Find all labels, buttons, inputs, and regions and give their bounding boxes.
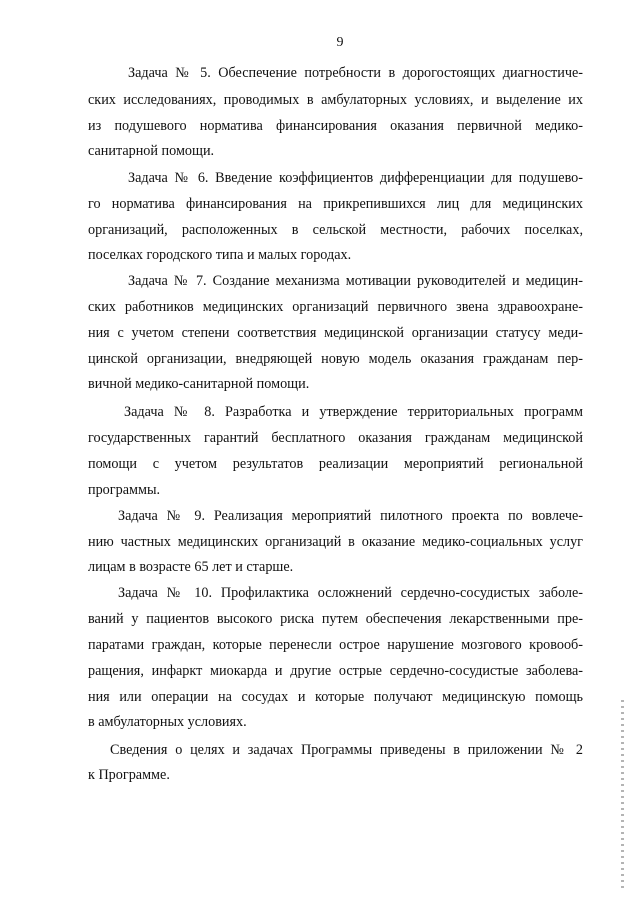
text-line: программы. [88,482,161,498]
text-line: к Программе. [88,767,170,783]
text-line: лицам в возрасте 65 лет и старше. [88,559,294,575]
text-line: Задача № 6. Введение коэффициентов дифференциации для подушево- [128,170,583,186]
text-line: го норматива финансирования на прикрепившихся лиц для медицинских [88,196,583,212]
text-line: ращения, инфаркт миокарда и другие острые сердечно-сосудистые заболева- [88,663,583,679]
text-line: ния или операции на сосудах и которые получают медицинскую помощь [88,689,583,705]
text-line: Задача № 10. Профилактика осложнений сердечно-сосудистых заболе- [118,585,583,601]
text-line: Задача № 9. Реализация мероприятий пилотного проекта по вовлече- [118,508,583,524]
text-line: ских исследованиях, проводимых в амбулаторных условиях, и выделение их [88,92,583,108]
text-line: нию частных медицинских организаций в оказание медико-социальных услуг [88,534,583,550]
text-line: помощи с учетом результатов реализации мероприятий региональной [88,456,583,472]
text-line: Задача № 7. Создание механизма мотивации руководителей и медицин- [128,273,583,289]
page-number: 9 [336,35,344,50]
text-line: государственных гарантий бесплатного оказания гражданам медицинской [88,430,583,446]
text-line: ния с учетом степени соответствия медицинской организации статусу меди- [88,325,583,341]
text-line: Задача № 5. Обеспечение потребности в дорогостоящих диагностиче- [128,65,583,81]
text-line: цинской организации, внедряющей новую модель оказания гражданам пер- [88,351,583,367]
text-line: в амбулаторных условиях. [88,714,247,730]
text-line: ваний у пациентов высокого риска путем обеспечения лекарственными пре- [88,611,583,627]
text-line: ских работников медицинских организаций первичного звена здравоохране- [88,299,583,315]
text-line: Сведения о целях и задачах Программы приведены в приложении № 2 [110,742,583,758]
text-line: поселках городского типа и малых городах. [88,247,352,263]
text-line: Задача № 8. Разработка и утверждение территориальных программ [124,404,583,420]
text-line: из подушевого норматива финансирования оказания первичной медико- [88,118,583,134]
text-line: вичной медико-санитарной помощи. [88,376,310,392]
text-line: паратами граждан, которые перенесли острое нарушение мозгового кровооб- [88,637,583,653]
text-line: санитарной помощи. [88,143,215,159]
text-line: организаций, расположенных в сельской местности, рабочих поселках, [88,222,583,238]
scan-edge-artifact [621,700,624,890]
